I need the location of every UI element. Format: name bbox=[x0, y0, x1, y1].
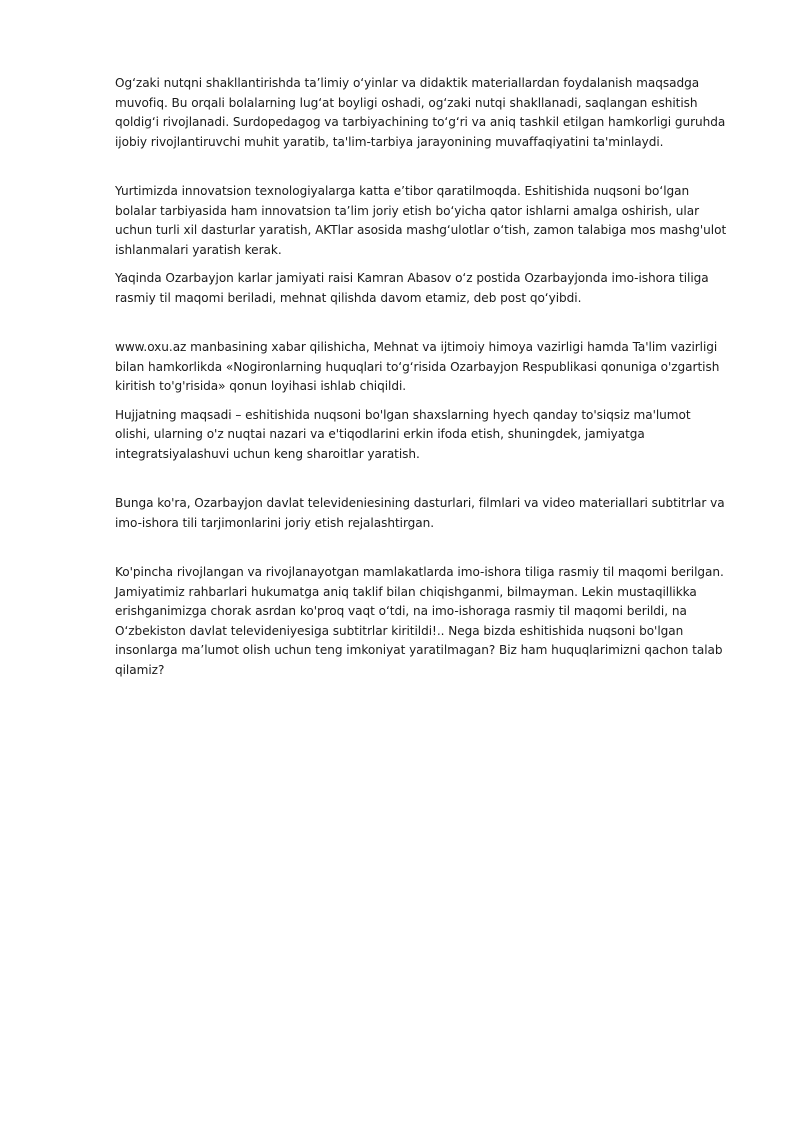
paragraph-azerbaijan-deaf-society: Yaqinda Ozarbayjon karlar jamiyati raisi Kamran Abasov o‘z postida Ozarbayjonda imo-ishora tiliga rasmiy til maqomi beriladi, mehnat qilishda davom etamiz, deb post qo‘yibdi. bbox=[115, 271, 709, 305]
paragraph-innovation: Yurtimizda innovatsion texnologiyalarga katta e’tibor qaratilmoqda. Eshitishida nuqsoni bo‘lgan bolalar tarbiyasida ham innovatsion ta’lim joriy etish bo‘yicha qator ishlarni amalga oshirish, ular uchun turli xil dasturlar yaratish, AKTlar asosida mashg‘ulotlar o‘tish, zamon talabiga mos mashg'ulot ishlanmalari yaratish kerak. bbox=[115, 184, 727, 257]
paragraph-gap bbox=[115, 533, 727, 563]
paragraph-gap bbox=[115, 464, 727, 494]
paragraph-document-purpose: Hujjatning maqsadi – eshitishida nuqsoni bo'lgan shaxslarning hyech qanday to'siqsiz ma'lumot olishi, ularning o'z nuqtai nazari va e'tiqodlarini erkin ifoda etish, shuningdek, jamiyatga integratsiyalashuvi uchun keng sharoitlar yaratish. bbox=[115, 407, 691, 461]
paragraph-oral-speech: Og‘zaki nutqni shakllantirishda ta’limiy o‘yinlar va didaktik materiallardan foydalanish maqsadga muvofiq. Bu orqali bolalarning lug‘at boyligi oshadi, og‘zaki nutqi shakllanadi, saqlangan eshitish qoldig‘i rivojlanadi. Surdopedagog va tarbiyachining to‘g‘ri va aniq tashkil etilgan hamkorligi guruhda ijobiy rivojlantiruvchi muhit yaratib, ta'lim-tarbiya jarayonining muvaffaqiyatini ta'minlaydi. bbox=[115, 76, 726, 149]
document-body bbox=[115, 74, 727, 680]
paragraph-gap bbox=[115, 260, 727, 269]
paragraph-tv-subtitles: Bunga ko'ra, Ozarbayjon davlat televideniesining dasturlari, filmlari va video materiallari subtitrlar va imo-ishora tili tarjimonlarini joriy etish rejalashtirgan. bbox=[115, 496, 725, 530]
paragraph-sign-language-status: Ko'pincha rivojlangan va rivojlanayotgan mamlakatlarda imo-ishora tiliga rasmiy til maqomi berilgan. Jamiyatimiz rahbarlari hukumatga aniq taklif bilan chiqishganmi, bilmayman. Lekin mustaqillikka erishganimizga chorak asrdan ko'proq vaqt o‘tdi, na imo-ishoraga rasmiy til maqomi berildi, na O‘zbekiston davlat televideniyesiga subtitrlar kiritildi!.. Nega bizda eshitishida nuqsoni bo'lgan insonlarga ma’lumot olish uchun teng imkoniyat yaratilmagan? Biz ham huquqlarimizni qachon talab qilamiz? bbox=[115, 565, 724, 677]
paragraph-gap bbox=[115, 152, 727, 182]
paragraph-gap bbox=[115, 397, 727, 406]
paragraph-gap bbox=[115, 308, 727, 338]
paragraph-oxu-az-news: www.oxu.az manbasining xabar qilishicha, Mehnat va ijtimoiy himoya vazirligi hamda Ta'lim vazirligi bilan hamkorlikda «Nogironlarning huquqlari to‘g‘risida Ozarbayjon Respublikasi qonuniga o'zgartish kiritish to'g'risida» qonun loyihasi ishlab chiqildi. bbox=[115, 340, 720, 393]
